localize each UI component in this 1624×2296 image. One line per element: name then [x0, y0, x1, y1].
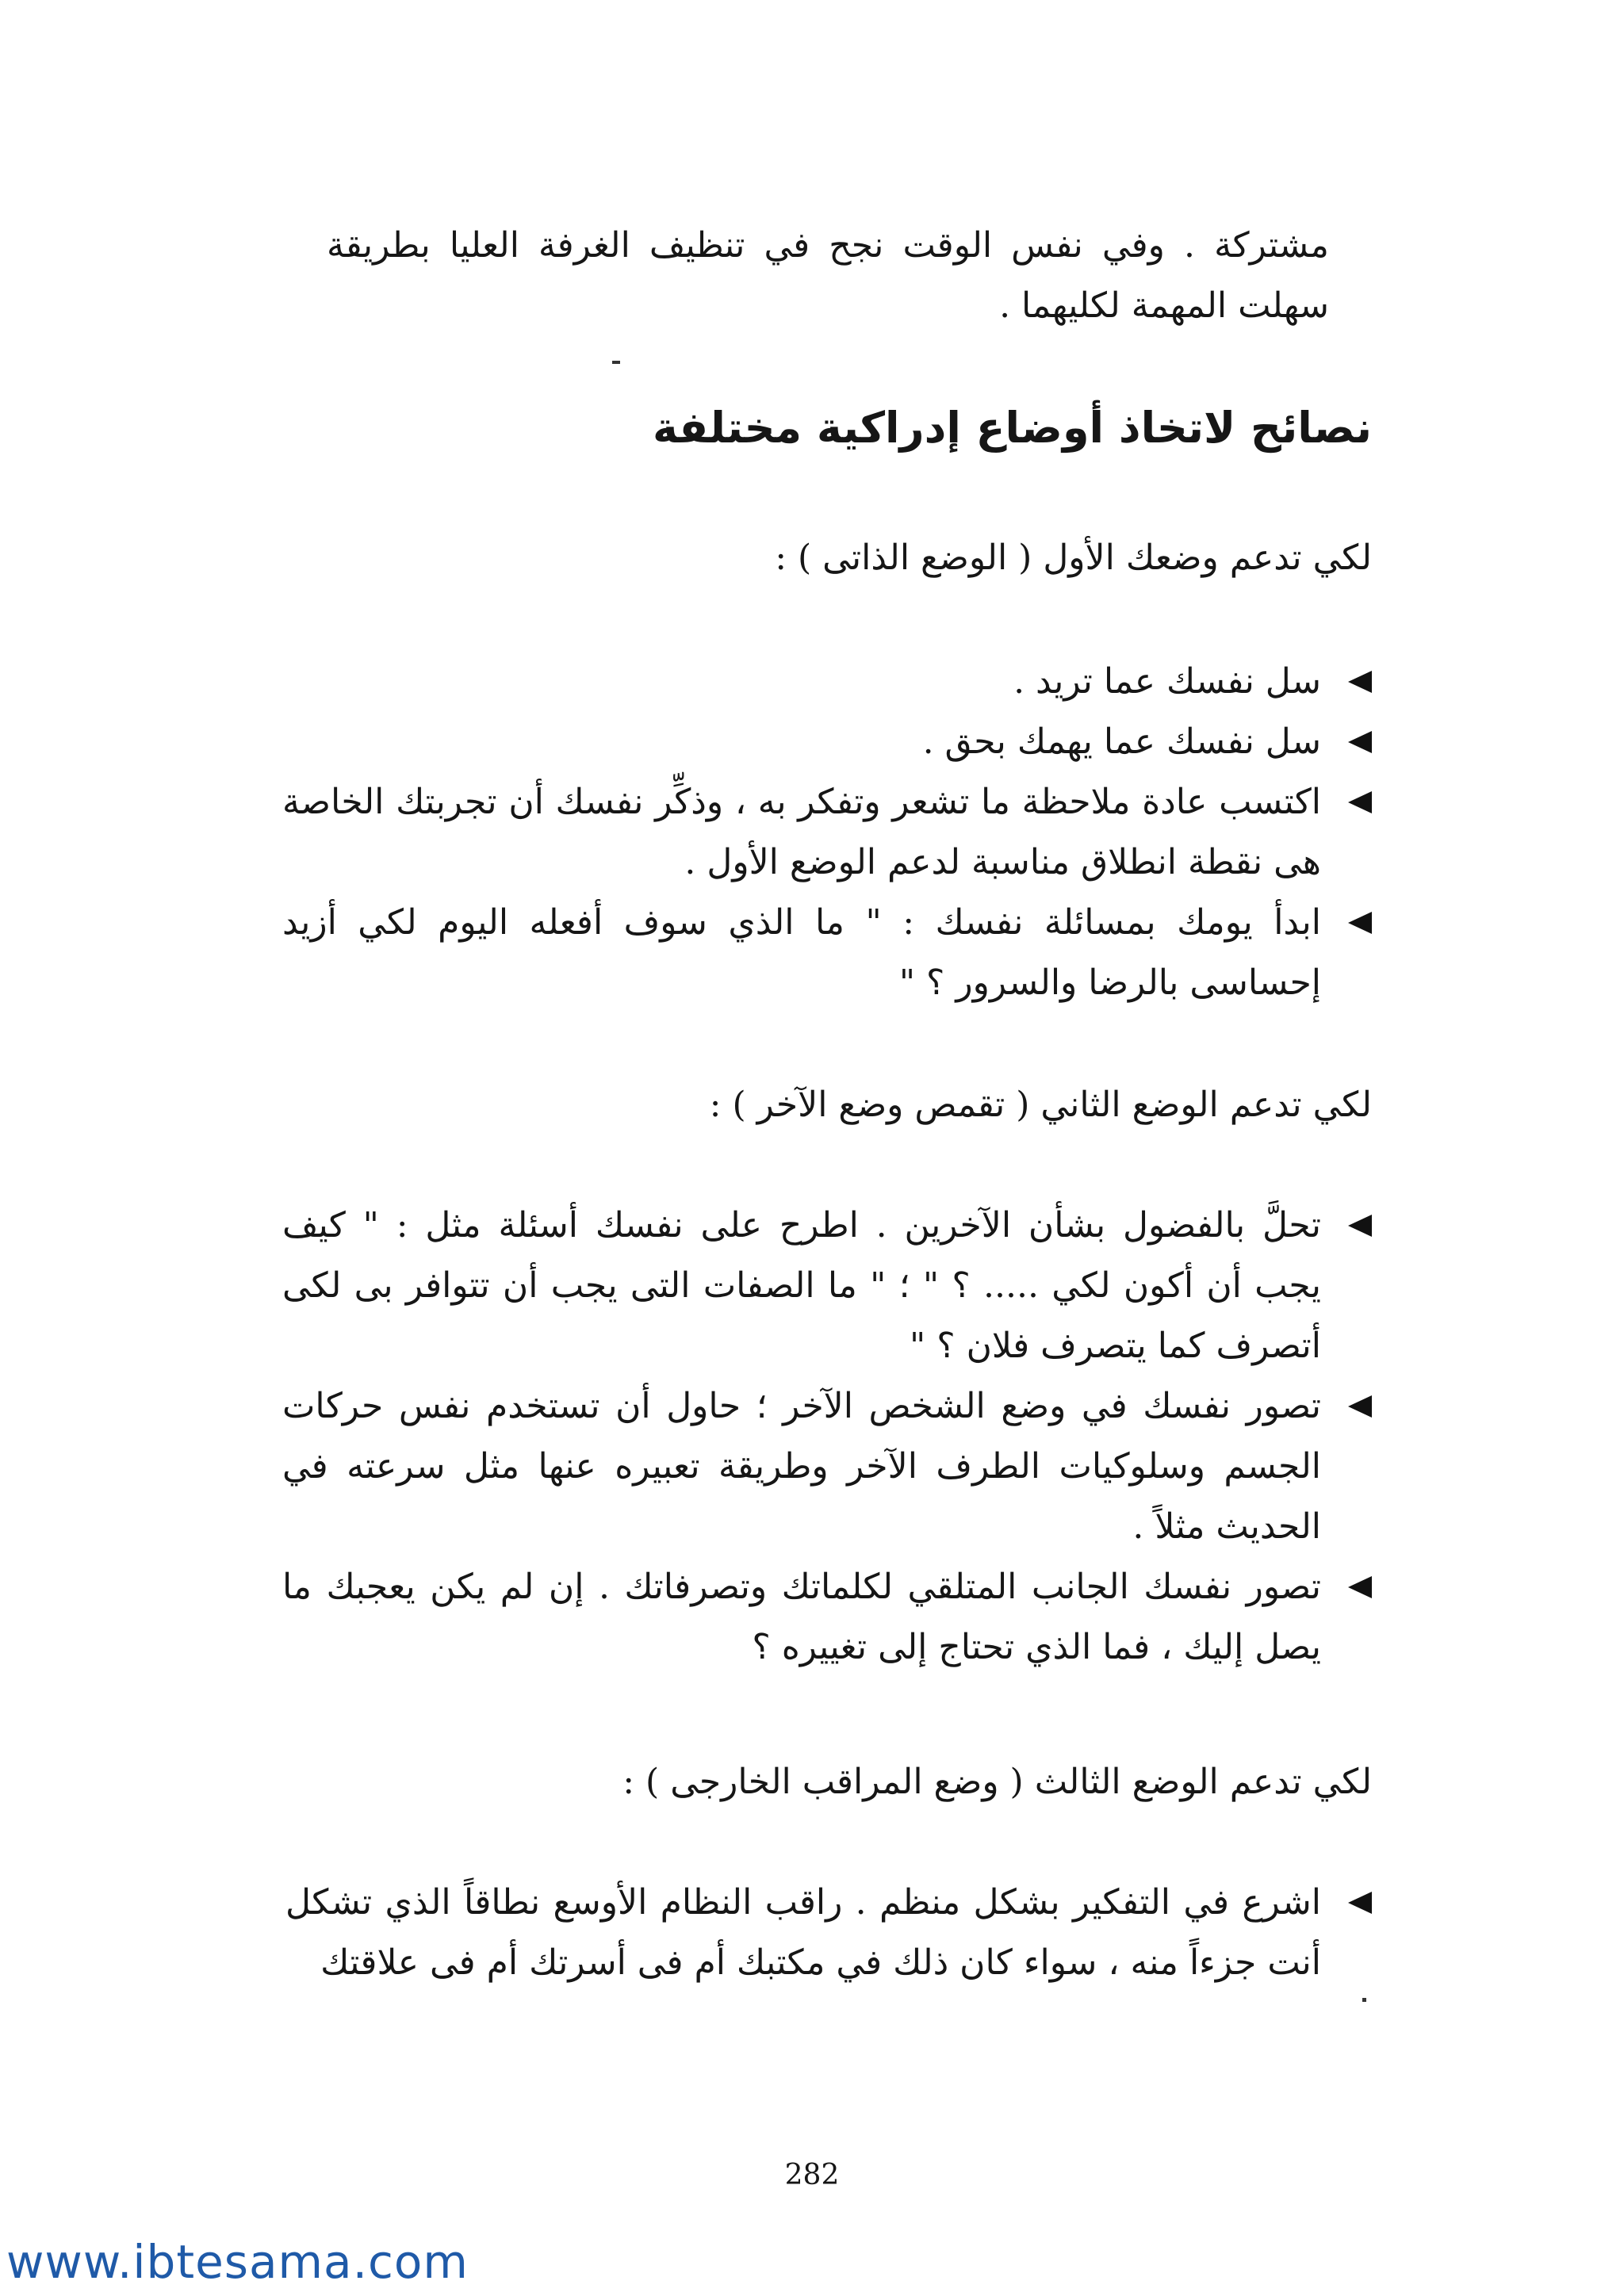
list-item-text: اشرع في التفكير بشكل منظم . راقب النظام الأوسع نطاقاً الذي تشكل أنت جزءاً منه ، سواء كان ذلك في مكتبك أم فى أسرتك أم فى علاقتك — [285, 1882, 1321, 1983]
list-item — [282, 1376, 1372, 1557]
list-item-text: ابدأ يومك بمسائلة نفسك : " ما الذي سوف أفعله اليوم لكي أزيد إحساسى بالرضا والسرور ؟ " — [282, 902, 1321, 1003]
triangle-bullet-icon — [1348, 1576, 1372, 1598]
triangle-bullet-icon — [1348, 1215, 1372, 1237]
stray-mark — [1362, 1998, 1366, 2002]
intro-paragraph: مشتركة . وفي نفس الوقت نجح في تنظيف الغرفة العليا بطريقة سهلت المهمة لكليهما . — [327, 225, 1329, 326]
list-item — [282, 712, 1372, 772]
subsection-title-3: لكي تدعم الوضع الثالث ( وضع المراقب الخارجى ) : — [622, 1762, 1372, 1802]
triangle-bullet-icon — [1348, 671, 1372, 693]
list-item-text: اكتسب عادة ملاحظة ما تشعر وتفكر به ، وذكِّر نفسك أن تجربتك الخاصة هى نقطة انطلاق مناسبة لدعم الوضع الأول . — [282, 782, 1321, 882]
list-item-text: سل نفسك عما يهمك بحق . — [922, 721, 1321, 762]
watermark-url: www.ibtesama.com — [6, 2235, 469, 2289]
triangle-bullet-icon — [1348, 731, 1372, 753]
stray-mark — [612, 361, 620, 364]
bullet-list-2 — [282, 1196, 1372, 1678]
list-item — [285, 1873, 1372, 1993]
bullet-list-1 — [282, 652, 1372, 1013]
triangle-bullet-icon — [1348, 791, 1372, 813]
subsection-title-1: لكي تدعم وضعك الأول ( الوضع الذاتى ) : — [775, 538, 1372, 578]
subsection-title-2: لكي تدعم الوضع الثاني ( تقمص وضع الآخر ) : — [709, 1085, 1372, 1125]
triangle-bullet-icon — [1348, 1892, 1372, 1914]
list-item-text: تصور نفسك في وضع الشخص الآخر ؛ حاول أن تستخدم نفس حركات الجسم وسلوكيات الطرف الآخر وطريقة تعبيره عنها مثل سرعته في الحديث مثلاً . — [282, 1386, 1321, 1547]
bullet-list-3 — [285, 1873, 1372, 1993]
list-item — [282, 652, 1372, 712]
list-item-text: تصور نفسك الجانب المتلقي لكلماتك وتصرفاتك . إن لم يكن يعجبك ما يصل إليك ، فما الذي تحتاج إلى تغييره ؟ — [282, 1567, 1321, 1667]
triangle-bullet-icon — [1348, 1395, 1372, 1418]
list-item — [282, 1196, 1372, 1376]
list-item — [282, 1557, 1372, 1678]
list-item-text: تحلَّ بالفضول بشأن الآخرين . اطرح على نفسك أسئلة مثل : " كيف يجب أن أكون لكي ..... ؟ " ؛ " ما الصفات التى يجب أن تتوافر بى لكى أتصرف كما يتصرف فلان ؟ " — [282, 1205, 1321, 1366]
list-item-text: سل نفسك عما تريد . — [1013, 661, 1321, 702]
page-number: 282 — [784, 2159, 840, 2191]
section-heading: نصائح لاتخاذ أوضاع إدراكية مختلفة — [652, 403, 1372, 453]
list-item — [282, 772, 1372, 893]
triangle-bullet-icon — [1348, 912, 1372, 934]
list-item — [282, 893, 1372, 1013]
